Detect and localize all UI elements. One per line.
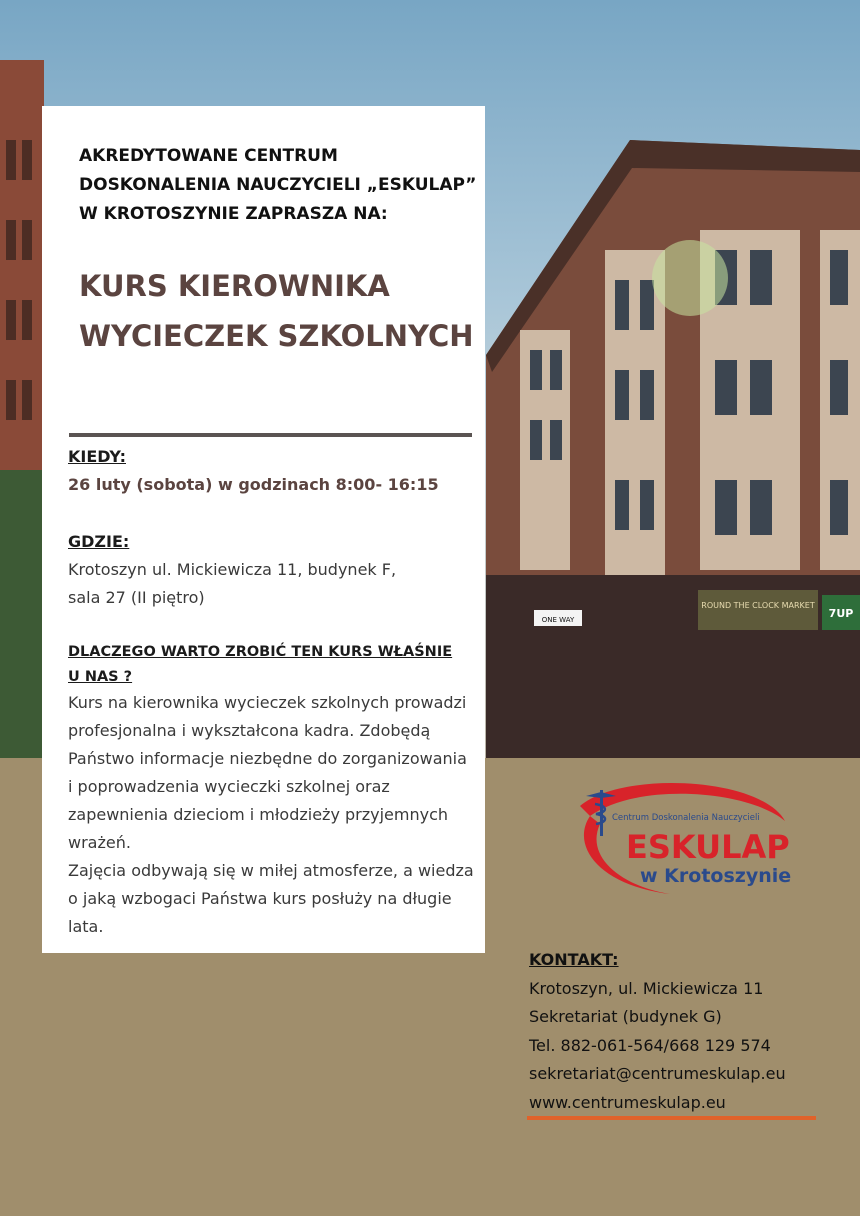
logo-name: ESKULAP — [626, 828, 790, 866]
why-label-line-1: DLACZEGO WARTO ZROBIĆ TEN KURS WŁAŚNIE — [68, 644, 453, 660]
market-sign-text: ROUND THE CLOCK MARKET — [701, 601, 815, 610]
cola-sign-text: 7UP — [828, 607, 854, 620]
contact-address: Krotoszyn, ul. Mickiewicza 11 — [529, 978, 764, 998]
why-text-line: Kurs na kierownika wycieczek szkolnych prowadzi — [68, 693, 467, 712]
why-text-line: lata. — [68, 917, 104, 936]
where-line-1: Krotoszyn ul. Mickiewicza 11, budynek F, — [68, 560, 397, 579]
lens-flare — [652, 240, 728, 316]
why-text-line: o jaką wzbogaci Państwa kurs posłuży na długie — [68, 889, 452, 908]
intro-heading: AKREDYTOWANE CENTRUM DOSKONALENIA NAUCZYCIELI „ESKULAP” W KROTOSZYNIE ZAPRASZA NA: — [79, 146, 477, 224]
why-label-line-2: U NAS ? — [68, 669, 133, 685]
when-label: KIEDY: — [68, 447, 126, 466]
when-section — [68, 444, 439, 500]
contact-email-link[interactable]: sekretariat@centrumeskulap.eu — [529, 1064, 786, 1083]
why-text-line: i poprowadzenia wycieczki szkolnej oraz — [68, 777, 390, 796]
course-title: KURS KIEROWNIKA WYCIECZEK SZKOLNYCH — [79, 269, 474, 353]
contact-website-link[interactable]: www.centrumeskulap.eu — [529, 1092, 726, 1112]
when-value: 26 luty (sobota) w godzinach 8:00- 16:15 — [68, 475, 439, 494]
why-text-line: profesjonalna i wykształcona kadra. Zdobędą — [68, 721, 431, 740]
tree — [0, 470, 44, 758]
info-card — [42, 106, 485, 953]
market-sign — [698, 590, 818, 630]
eskulap-logo — [560, 776, 800, 906]
logo-top-text: Centrum Doskonalenia Nauczycieli — [612, 813, 760, 823]
why-text-line: wrażeń. — [68, 833, 131, 852]
contact-office: Sekretariat (budynek G) — [529, 1007, 722, 1026]
why-text-line: Państwo informacje niezbędne do zorganizowania — [68, 749, 467, 768]
contact-label: KONTAKT: — [529, 950, 619, 969]
where-line-2: sala 27 (II piętro) — [68, 588, 205, 607]
contact-section — [529, 946, 786, 1117]
where-section — [68, 528, 396, 612]
where-label: GDZIE: — [68, 532, 130, 551]
logo-subtitle: w Krotoszynie — [640, 865, 792, 887]
why-section — [68, 639, 474, 941]
orange-underline — [527, 1116, 816, 1120]
why-text-line: Zajęcia odbywają się w miłej atmosferze, a wiedza — [68, 861, 474, 880]
divider-line — [69, 433, 472, 437]
why-text-line: zapewnienia dzieciom i młodzieży przyjemnych — [68, 805, 449, 824]
oneway-sign-text: ONE WAY — [541, 616, 575, 624]
contact-phone[interactable]: Tel. 882-061-564/668 129 574 — [529, 1035, 771, 1055]
